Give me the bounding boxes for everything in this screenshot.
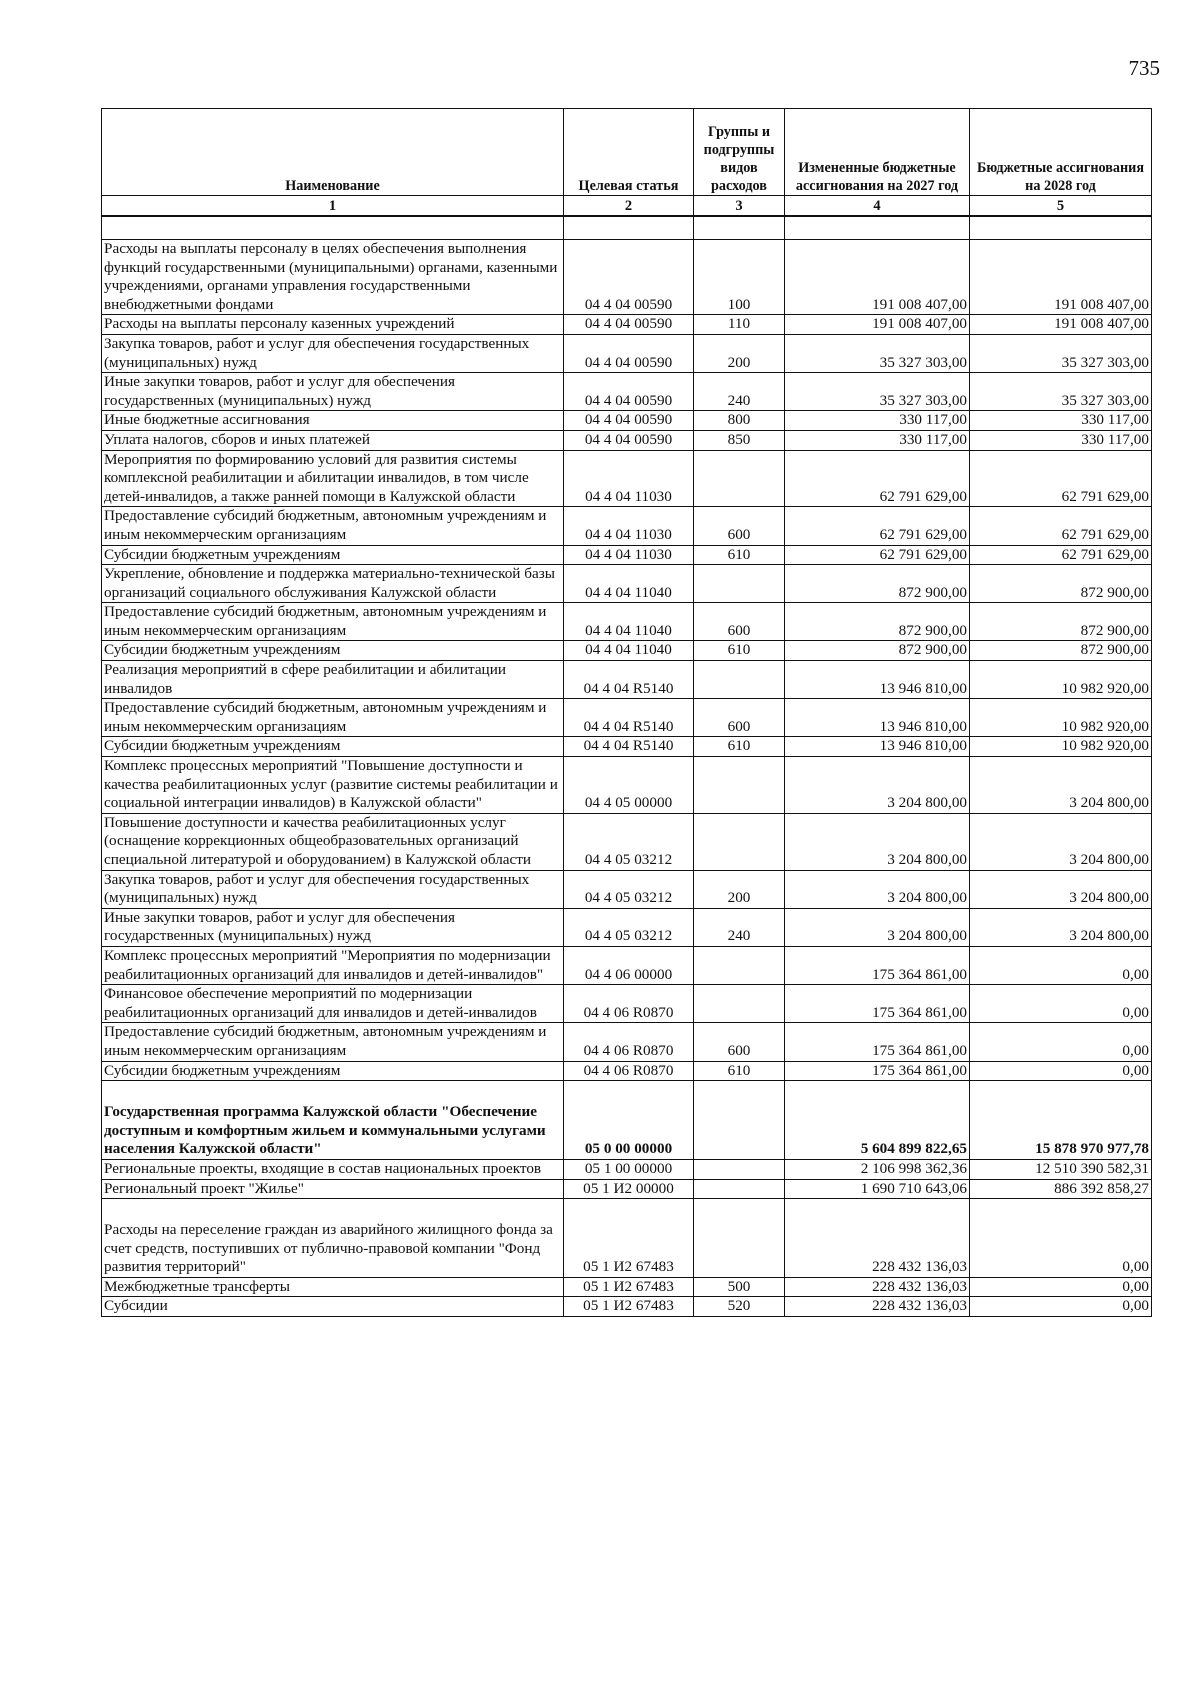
row-name: Предоставление субсидий бюджетным, автономным учреждениям и иным некоммерческим организациям [102,699,564,737]
row-expense-group [694,1159,785,1179]
column-number: 4 [785,196,970,217]
row-name: Мероприятия по формированию условий для развития системы комплексной реабилитации и абилитации инвалидов, в том числе детей-инвалидов, а также ранней помощи в Калужской области [102,450,564,507]
row-name: Межбюджетные трансферты [102,1277,564,1297]
row-target-code: 04 4 06 R0870 [564,1061,694,1081]
row-name: Укрепление, обновление и поддержка материально-технической базы организаций социального обслуживания Калужской области [102,565,564,603]
row-expense-group: 600 [694,699,785,737]
row-target-code: 04 4 05 03212 [564,870,694,908]
row-target-code: 04 4 05 00000 [564,757,694,814]
row-expense-group: 520 [694,1297,785,1317]
row-name: Расходы на выплаты персоналу казенных учреждений [102,315,564,335]
row-amount-2028: 15 878 970 977,78 [970,1081,1152,1160]
header-name: Наименование [102,109,564,196]
row-name: Субсидии [102,1297,564,1317]
row-amount-2027: 62 791 629,00 [785,450,970,507]
table-row [102,565,1152,603]
row-amount-2028: 886 392 858,27 [970,1179,1152,1199]
row-amount-2028: 0,00 [970,1199,1152,1278]
row-expense-group [694,1179,785,1199]
row-amount-2028: 10 982 920,00 [970,737,1152,757]
row-target-code: 04 4 05 03212 [564,908,694,946]
header-amount-2027: Измененные бюджетные ассигнования на 2027 год [785,109,970,196]
row-expense-group: 240 [694,373,785,411]
table-row [102,1159,1152,1179]
row-name: Комплекс процессных мероприятий "Повышение доступности и качества реабилитационных услуг (развитие системы реабилитации и социальной интеграции инвалидов) в Калужской области" [102,757,564,814]
row-target-code: 05 1 И2 67483 [564,1199,694,1278]
row-amount-2028: 191 008 407,00 [970,315,1152,335]
row-expense-group: 600 [694,603,785,641]
row-expense-group: 500 [694,1277,785,1297]
row-amount-2027: 3 204 800,00 [785,813,970,870]
row-name: Субсидии бюджетным учреждениям [102,737,564,757]
table-row [102,507,1152,545]
row-target-code: 04 4 04 R5140 [564,661,694,699]
row-amount-2028: 62 791 629,00 [970,545,1152,565]
spacer-cell [785,216,970,240]
row-amount-2028: 10 982 920,00 [970,699,1152,737]
row-amount-2028: 3 204 800,00 [970,813,1152,870]
row-name: Расходы на выплаты персоналу в целях обеспечения выполнения функций государственными (муниципальными) органами, казенными учреждениями, органами управления государственными внебюджетными фондами [102,240,564,315]
row-amount-2028: 872 900,00 [970,641,1152,661]
row-name: Закупка товаров, работ и услуг для обеспечения государственных (муниципальных) нужд [102,334,564,372]
row-expense-group [694,450,785,507]
row-amount-2028: 62 791 629,00 [970,450,1152,507]
table-row [102,985,1152,1023]
row-amount-2028: 12 510 390 582,31 [970,1159,1152,1179]
row-amount-2028: 330 117,00 [970,430,1152,450]
table-header [102,109,1152,240]
row-target-code: 05 0 00 00000 [564,1081,694,1160]
row-expense-group: 200 [694,870,785,908]
row-amount-2027: 330 117,00 [785,411,970,431]
row-amount-2027: 872 900,00 [785,603,970,641]
row-name: Государственная программа Калужской области "Обеспечение доступным и комфортным жильем и коммунальными услугами населения Калужской области" [102,1081,564,1160]
spacer-row [102,216,1152,240]
table-row [102,1179,1152,1199]
spacer-cell [564,216,694,240]
row-amount-2027: 35 327 303,00 [785,334,970,372]
table-row [102,603,1152,641]
column-number: 1 [102,196,564,217]
column-number: 2 [564,196,694,217]
row-expense-group [694,1081,785,1160]
table-row [102,641,1152,661]
row-amount-2027: 228 432 136,03 [785,1277,970,1297]
row-name: Закупка товаров, работ и услуг для обеспечения государственных (муниципальных) нужд [102,870,564,908]
header-target: Целевая статья [564,109,694,196]
row-name: Предоставление субсидий бюджетным, автономным учреждениям и иным некоммерческим организациям [102,603,564,641]
row-name: Комплекс процессных мероприятий "Мероприятия по модернизации реабилитационных организаций для инвалидов и детей-инвалидов" [102,946,564,984]
row-amount-2028: 3 204 800,00 [970,757,1152,814]
table-row [102,1023,1152,1061]
row-target-code: 04 4 04 11030 [564,450,694,507]
row-amount-2028: 0,00 [970,946,1152,984]
table-row [102,334,1152,372]
row-name: Предоставление субсидий бюджетным, автономным учреждениям и иным некоммерческим организациям [102,1023,564,1061]
row-expense-group: 610 [694,641,785,661]
row-amount-2027: 5 604 899 822,65 [785,1081,970,1160]
row-expense-group: 610 [694,545,785,565]
row-target-code: 04 4 04 R5140 [564,699,694,737]
row-expense-group: 100 [694,240,785,315]
row-expense-group [694,565,785,603]
row-name: Уплата налогов, сборов и иных платежей [102,430,564,450]
row-amount-2027: 2 106 998 362,36 [785,1159,970,1179]
row-name: Региональный проект "Жилье" [102,1179,564,1199]
table-row [102,1199,1152,1278]
row-expense-group: 600 [694,1023,785,1061]
row-amount-2027: 1 690 710 643,06 [785,1179,970,1199]
column-number: 5 [970,196,1152,217]
row-name: Субсидии бюджетным учреждениям [102,641,564,661]
row-target-code: 05 1 00 00000 [564,1159,694,1179]
row-amount-2027: 175 364 861,00 [785,1023,970,1061]
row-target-code: 04 4 04 00590 [564,411,694,431]
table-row [102,813,1152,870]
table-row [102,1061,1152,1081]
table-row [102,1297,1152,1317]
row-expense-group: 600 [694,507,785,545]
row-amount-2027: 872 900,00 [785,641,970,661]
row-expense-group [694,813,785,870]
row-amount-2027: 13 946 810,00 [785,699,970,737]
row-amount-2027: 35 327 303,00 [785,373,970,411]
row-expense-group: 610 [694,1061,785,1081]
budget-table [101,108,1152,1317]
table-row [102,757,1152,814]
row-target-code: 04 4 04 00590 [564,373,694,411]
table-row [102,315,1152,335]
row-amount-2027: 191 008 407,00 [785,315,970,335]
row-name: Субсидии бюджетным учреждениям [102,545,564,565]
table-row [102,373,1152,411]
row-amount-2028: 0,00 [970,1023,1152,1061]
table-row [102,908,1152,946]
row-target-code: 04 4 04 00590 [564,430,694,450]
row-amount-2027: 62 791 629,00 [785,545,970,565]
row-target-code: 05 1 И2 00000 [564,1179,694,1199]
row-name: Иные закупки товаров, работ и услуг для обеспечения государственных (муниципальных) нужд [102,908,564,946]
row-amount-2027: 13 946 810,00 [785,661,970,699]
row-amount-2028: 0,00 [970,985,1152,1023]
table-row [102,450,1152,507]
row-name: Иные бюджетные ассигнования [102,411,564,431]
row-amount-2028: 191 008 407,00 [970,240,1152,315]
row-name: Иные закупки товаров, работ и услуг для обеспечения государственных (муниципальных) нужд [102,373,564,411]
row-target-code: 04 4 06 R0870 [564,1023,694,1061]
row-expense-group: 110 [694,315,785,335]
row-expense-group: 200 [694,334,785,372]
spacer-cell [970,216,1152,240]
row-amount-2028: 3 204 800,00 [970,908,1152,946]
row-amount-2028: 10 982 920,00 [970,661,1152,699]
row-amount-2027: 13 946 810,00 [785,737,970,757]
row-amount-2028: 0,00 [970,1061,1152,1081]
table-row [102,411,1152,431]
row-amount-2027: 228 432 136,03 [785,1297,970,1317]
row-amount-2027: 330 117,00 [785,430,970,450]
page-number: 735 [1128,56,1160,80]
row-name: Повышение доступности и качества реабилитационных услуг (оснащение коррекционных общеобразовательных организаций специальной литературой и оборудованием) в Калужской области [102,813,564,870]
row-amount-2027: 3 204 800,00 [785,908,970,946]
header-amount-2028: Бюджетные ассигнования на 2028 год [970,109,1152,196]
row-target-code: 04 4 06 00000 [564,946,694,984]
row-amount-2028: 0,00 [970,1297,1152,1317]
row-expense-group: 850 [694,430,785,450]
row-amount-2028: 872 900,00 [970,565,1152,603]
row-name: Предоставление субсидий бюджетным, автономным учреждениям и иным некоммерческим организациям [102,507,564,545]
row-expense-group [694,1199,785,1278]
row-amount-2027: 3 204 800,00 [785,870,970,908]
table-body [102,240,1152,1317]
row-name: Региональные проекты, входящие в состав национальных проектов [102,1159,564,1179]
row-expense-group [694,757,785,814]
column-number: 3 [694,196,785,217]
header-groups: Группы и подгруппы видов расходов [694,109,785,196]
table-row [102,1081,1152,1160]
row-target-code: 04 4 04 00590 [564,315,694,335]
row-amount-2027: 872 900,00 [785,565,970,603]
row-target-code: 04 4 04 11030 [564,507,694,545]
row-name: Финансовое обеспечение мероприятий по модернизации реабилитационных организаций для инвалидов и детей-инвалидов [102,985,564,1023]
table-row [102,1277,1152,1297]
row-amount-2027: 3 204 800,00 [785,757,970,814]
row-name: Субсидии бюджетным учреждениям [102,1061,564,1081]
row-expense-group [694,661,785,699]
row-target-code: 04 4 04 00590 [564,334,694,372]
row-target-code: 04 4 04 11040 [564,603,694,641]
table-row [102,737,1152,757]
row-expense-group: 610 [694,737,785,757]
row-amount-2028: 872 900,00 [970,603,1152,641]
table-row [102,430,1152,450]
row-amount-2027: 175 364 861,00 [785,985,970,1023]
row-expense-group [694,985,785,1023]
row-amount-2028: 35 327 303,00 [970,373,1152,411]
row-amount-2027: 228 432 136,03 [785,1199,970,1278]
row-target-code: 05 1 И2 67483 [564,1297,694,1317]
row-amount-2028: 62 791 629,00 [970,507,1152,545]
row-target-code: 04 4 04 11040 [564,565,694,603]
spacer-cell [102,216,564,240]
column-number-row [102,196,1152,217]
row-target-code: 05 1 И2 67483 [564,1277,694,1297]
row-amount-2028: 3 204 800,00 [970,870,1152,908]
row-amount-2027: 175 364 861,00 [785,1061,970,1081]
table-row [102,661,1152,699]
row-target-code: 04 4 06 R0870 [564,985,694,1023]
row-target-code: 04 4 04 11040 [564,641,694,661]
row-name: Реализация мероприятий в сфере реабилитации и абилитации инвалидов [102,661,564,699]
row-target-code: 04 4 04 R5140 [564,737,694,757]
row-target-code: 04 4 04 00590 [564,240,694,315]
row-expense-group [694,946,785,984]
row-amount-2028: 35 327 303,00 [970,334,1152,372]
row-target-code: 04 4 04 11030 [564,545,694,565]
table-row [102,240,1152,315]
table-row [102,870,1152,908]
row-amount-2027: 191 008 407,00 [785,240,970,315]
row-amount-2027: 175 364 861,00 [785,946,970,984]
row-target-code: 04 4 05 03212 [564,813,694,870]
row-amount-2027: 62 791 629,00 [785,507,970,545]
row-amount-2028: 0,00 [970,1277,1152,1297]
table-row [102,545,1152,565]
row-expense-group: 240 [694,908,785,946]
row-expense-group: 800 [694,411,785,431]
row-name: Расходы на переселение граждан из аварийного жилищного фонда за счет средств, поступивших от публично-правовой компании "Фонд развития территорий" [102,1199,564,1278]
row-amount-2028: 330 117,00 [970,411,1152,431]
table-row [102,699,1152,737]
spacer-cell [694,216,785,240]
table-row [102,946,1152,984]
